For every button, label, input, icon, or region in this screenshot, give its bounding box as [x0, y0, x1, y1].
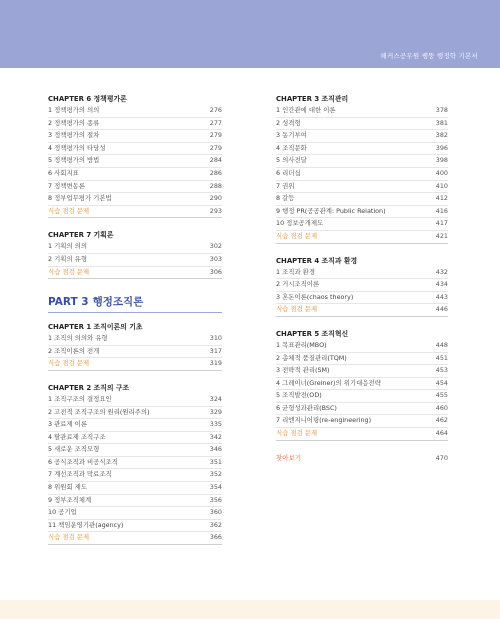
chapter-heading: CHAPTER 4 조직과 환경: [276, 256, 358, 265]
entry-page: 462: [435, 416, 448, 425]
entry-page: 416: [435, 206, 448, 215]
entry-page: 335: [209, 420, 222, 429]
entry-label: 4 그레이너(Greiner)의 위기대응전략: [276, 378, 381, 387]
entry-label: 8 갈등: [276, 194, 295, 203]
review-entry[interactable]: [48, 358, 222, 371]
toc-entry[interactable]: [48, 432, 222, 445]
review-entry[interactable]: [276, 428, 448, 441]
toc-entry[interactable]: [48, 130, 222, 143]
chapter-block: [48, 229, 222, 279]
toc-entry[interactable]: [276, 267, 448, 280]
entry-page: 434: [435, 280, 448, 289]
chapter-block: [48, 321, 222, 371]
entry-page: 432: [435, 267, 448, 276]
entry-label: 1 조직구조의 결정요인: [48, 394, 112, 403]
chapter-block: [48, 93, 222, 218]
entry-page: 382: [435, 131, 448, 140]
review-label: 식습 점검 문제: [48, 533, 90, 542]
toc-entry[interactable]: [276, 206, 448, 219]
toc-entry[interactable]: [48, 105, 222, 118]
toc-entry[interactable]: [48, 520, 222, 533]
entry-page: 396: [435, 143, 448, 152]
toc-entry[interactable]: [48, 457, 222, 470]
entry-label: 1 조직과 환경: [276, 267, 315, 276]
entry-page: 354: [209, 483, 222, 492]
entry-page: 279: [209, 143, 222, 152]
chapter-block: [276, 255, 448, 317]
entry-page: 356: [209, 495, 222, 504]
entry-page: 410: [435, 181, 448, 190]
part-title: [48, 294, 222, 313]
entry-page: 346: [209, 445, 222, 454]
entry-label: 1 기획의 의의: [48, 242, 87, 251]
toc-entry[interactable]: [276, 181, 448, 194]
entry-label: 2 고전적 조직구조의 원리(원리주의): [48, 407, 150, 416]
entry-page: 324: [209, 394, 222, 403]
review-label: 식습 점검 문제: [48, 206, 90, 215]
entry-label: 1 인간관에 대한 이론: [276, 106, 336, 114]
toc-entry[interactable]: [48, 495, 222, 508]
toc-left-column: [48, 91, 222, 556]
toc-entry[interactable]: [276, 193, 448, 206]
entry-page: 453: [435, 366, 448, 375]
entry-page: 279: [209, 131, 222, 140]
toc-entry[interactable]: [48, 394, 222, 407]
entry-label: 9 정부조직체계: [48, 495, 92, 504]
entry-page: 293: [209, 206, 222, 215]
review-label: 식습 점검 문제: [276, 429, 318, 438]
entry-label: 2 거시조직이론: [276, 280, 320, 289]
entry-page: 319: [209, 359, 222, 368]
entry-label: 3 전략적 관리(SM): [276, 366, 330, 375]
entry-page: 286: [209, 168, 222, 177]
chapter-heading: CHAPTER 5 조직혁신: [276, 329, 349, 338]
toc-entry[interactable]: [276, 168, 448, 181]
entry-label: 7 리엔지니어링(re-engineering): [276, 416, 372, 425]
entry-label: 6 사회지표: [48, 168, 79, 177]
review-entry[interactable]: [48, 206, 222, 219]
entry-label: 3 정책평가의 절차: [48, 131, 100, 140]
entry-label: 6 균형성과관리(BSC): [276, 403, 337, 412]
toc-entry[interactable]: [276, 365, 448, 378]
toc-entry[interactable]: [48, 241, 222, 254]
running-header-title: 해커스공무원 쌩뚱 행정학 기본서: [380, 52, 478, 60]
entry-page: 310: [209, 334, 222, 343]
entry-label: 2 정책평가의 종류: [48, 118, 100, 127]
entry-page: 362: [209, 520, 222, 529]
entry-page: 302: [209, 242, 222, 251]
toc-entry[interactable]: [276, 279, 448, 292]
entry-page: 366: [209, 533, 222, 542]
entry-page: 378: [435, 106, 448, 114]
toc-entry[interactable]: [48, 254, 222, 267]
entry-label: 1 정책평가의 의의: [48, 106, 100, 114]
chapter-block: [276, 328, 448, 441]
entry-page: 284: [209, 156, 222, 165]
entry-page: 451: [435, 353, 448, 362]
toc-entry[interactable]: [48, 143, 222, 156]
entry-label: 10 공기업: [48, 508, 77, 517]
entry-label: 10 정보공개제도: [276, 219, 324, 228]
entry-page: 412: [435, 194, 448, 203]
entry-page: 317: [209, 346, 222, 355]
toc-entry[interactable]: [276, 118, 448, 131]
entry-page: 360: [209, 508, 222, 517]
entry-label: 7 정책변동론: [48, 181, 85, 190]
entry-label: 6 공식조직과 비공식조직: [48, 457, 118, 466]
review-entry[interactable]: [276, 231, 448, 244]
entry-label: 2 총체적 품질관리(TQM): [276, 353, 347, 362]
toc-entry[interactable]: [48, 333, 222, 346]
review-label: 식습 점검 문제: [48, 359, 90, 368]
toc-entry[interactable]: [276, 143, 448, 156]
toc-entry[interactable]: [276, 292, 448, 305]
chapter-block: [276, 93, 448, 244]
entry-page: 276: [209, 106, 222, 114]
entry-page: 417: [435, 219, 448, 228]
entry-page: 446: [435, 305, 448, 314]
part-number: PART 3: [48, 296, 89, 309]
entry-label: 3 관료제 이론: [48, 420, 87, 429]
toc-entry[interactable]: [48, 346, 222, 359]
review-label: 식습 점검 문제: [276, 231, 318, 240]
toc-entry[interactable]: [276, 218, 448, 231]
entry-label: 5 조직발전(OD): [276, 391, 322, 400]
entry-label: 5 의사전달: [276, 156, 307, 165]
toc-right-column: [276, 91, 448, 464]
toc-entry[interactable]: [276, 130, 448, 143]
entry-page: 398: [435, 156, 448, 165]
toc-entry[interactable]: [48, 155, 222, 168]
entry-page: 342: [209, 432, 222, 441]
toc-entry[interactable]: [276, 378, 448, 391]
entry-page: 400: [435, 168, 448, 177]
toc-entry[interactable]: [48, 507, 222, 520]
entry-page: 448: [435, 340, 448, 349]
entry-label: 3 동기부여: [276, 131, 307, 140]
entry-label: 7 권위: [276, 181, 295, 190]
entry-page: 470: [435, 453, 448, 462]
toc-entry[interactable]: [48, 469, 222, 482]
chapter-heading: CHAPTER 7 기획론: [48, 231, 114, 240]
toc-entry[interactable]: [276, 155, 448, 168]
toc-entry[interactable]: [48, 482, 222, 495]
review-label: 식습 점검 문제: [48, 267, 90, 276]
chapter-heading: CHAPTER 3 조직관리: [276, 95, 349, 103]
entry-page: 290: [209, 194, 222, 203]
toc-entry[interactable]: [48, 193, 222, 206]
entry-label: 8 정부업무평가 기본법: [48, 194, 112, 203]
entry-label: 2 조직이론의 전개: [48, 346, 100, 355]
review-entry[interactable]: [276, 304, 448, 317]
entry-page: 455: [435, 391, 448, 400]
toc-entry[interactable]: [276, 105, 448, 118]
entry-label: 2 기획의 유형: [48, 254, 87, 263]
toc-entry[interactable]: [276, 340, 448, 353]
toc-entry[interactable]: [48, 168, 222, 181]
entry-page: 329: [209, 407, 222, 416]
chapter-block: [48, 382, 222, 545]
chapter-heading: CHAPTER 1 조직이론의 기초: [48, 323, 143, 332]
toc-entry[interactable]: [48, 444, 222, 457]
review-label: 식습 점검 문제: [276, 305, 318, 314]
part-name: 행정조직론: [92, 296, 144, 309]
toc-entry[interactable]: [276, 390, 448, 403]
entry-label: 4 탈관료제 조직구조: [48, 432, 106, 441]
review-entry[interactable]: [48, 532, 222, 545]
header-band: [0, 0, 500, 68]
entry-page: 288: [209, 181, 222, 190]
entry-page: 421: [435, 231, 448, 240]
entry-page: 351: [209, 457, 222, 466]
toc-entry[interactable]: [48, 118, 222, 131]
entry-page: 306: [209, 267, 222, 276]
entry-label: 11 책임운영기관(agency): [48, 520, 124, 529]
toc-entry[interactable]: [48, 419, 222, 432]
footer-band: [0, 600, 500, 619]
entry-page: 303: [209, 254, 222, 263]
entry-label: 1 조직의 의의와 유형: [48, 334, 108, 343]
toc-entry[interactable]: [276, 353, 448, 366]
entry-page: 464: [435, 429, 448, 438]
entry-page: 443: [435, 292, 448, 301]
entry-label: 5 정책평가의 방법: [48, 156, 100, 165]
chapter-heading: CHAPTER 2 조직의 구조: [48, 383, 130, 392]
entry-label: 8 위원회 제도: [48, 483, 87, 492]
entry-label: 2 성격형: [276, 118, 301, 127]
index-entry[interactable]: [276, 452, 448, 464]
entry-page: 352: [209, 470, 222, 479]
review-entry[interactable]: [48, 267, 222, 280]
entry-label: 4 조직문화: [276, 143, 307, 152]
entry-label: 4 정책평가의 타당성: [48, 143, 106, 152]
index-label: 찾아보기: [276, 453, 302, 462]
entry-label: 3 혼돈이론(chaos theory): [276, 292, 354, 301]
entry-label: 7 계선조직과 막료조직: [48, 470, 112, 479]
chapter-heading: CHAPTER 6 정책평가론: [48, 95, 127, 103]
entry-label: 6 리더십: [276, 168, 301, 177]
toc-entry[interactable]: [48, 181, 222, 194]
entry-label: 1 목표관리(MBO): [276, 340, 327, 349]
entry-page: 381: [435, 118, 448, 127]
toc-entry[interactable]: [276, 415, 448, 428]
toc-entry[interactable]: [48, 407, 222, 420]
entry-page: 460: [435, 403, 448, 412]
entry-page: 454: [435, 378, 448, 387]
entry-page: 277: [209, 118, 222, 127]
toc-entry[interactable]: [276, 403, 448, 416]
entry-label: 5 새로운 조직모형: [48, 445, 100, 454]
entry-label: 9 행정 PR(공공관계: Public Relation): [276, 206, 386, 215]
